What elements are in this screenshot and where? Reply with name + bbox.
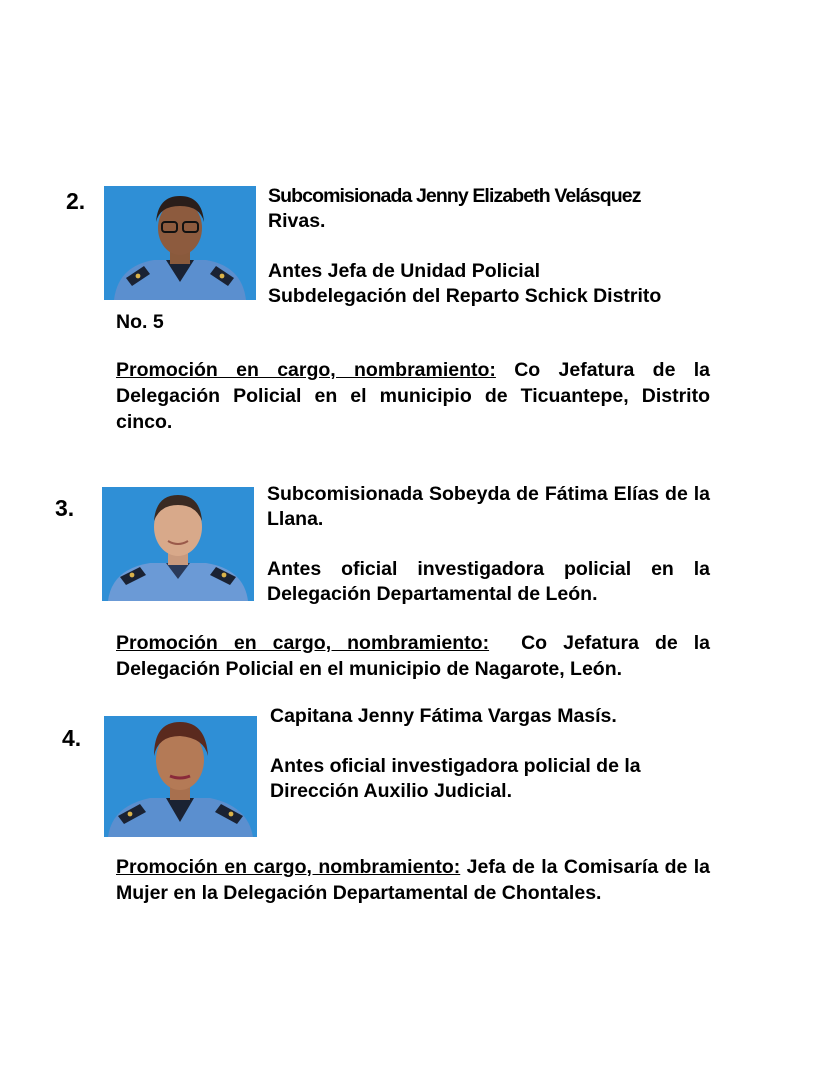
officer-name: Subcomisionada Sobeyda de Fátima Elías de la Llana. [267, 483, 710, 530]
previous-post-line3: No. 5 [116, 311, 164, 333]
officer-photo [102, 487, 254, 601]
entry-number: 4. [62, 725, 82, 751]
officer-name-line2: Rivas. [268, 210, 326, 232]
previous-post-line2: Dirección Auxilio Judicial. [270, 780, 513, 802]
promotion-block [116, 630, 716, 682]
previous-post-line2: Subdelegación del Reparto Schick Distrito [268, 285, 662, 307]
promotion-block [116, 357, 710, 435]
promotion-text: Co Jefatura de la Delegación Policial en el municipio de Nagarote, León. [116, 632, 716, 680]
officer-photo [104, 716, 257, 837]
officer-info [268, 184, 712, 309]
entry-number: 3. [55, 495, 75, 521]
officer-name-line1: Subcomisionada Jenny Elizabeth Velásquez [268, 185, 641, 207]
officer-photo [104, 186, 256, 300]
promotion-label: Promoción en cargo, nombramiento: [116, 359, 496, 381]
promotion-label: Promoción en cargo, nombramiento: [116, 632, 490, 654]
officer-info [267, 482, 710, 607]
promotion-label: Promoción en cargo, nombramiento: [116, 856, 461, 878]
officer-info [270, 704, 710, 804]
entry-number: 2. [66, 188, 86, 214]
previous-post-line1: Antes oficial investigadora policial de la [270, 755, 641, 777]
previous-post-line1: Antes Jefa de Unidad Policial [268, 260, 540, 282]
promotion-text: Co Jefatura de la Delegación Policial en el municipio de Ticuantepe, Distrito cinco. [116, 359, 710, 433]
officer-name: Capitana Jenny Fátima Vargas Masís. [270, 705, 617, 727]
promotion-block [116, 854, 710, 906]
promotion-text: Jefa de la Comisaría de la Mujer en la Delegación Departamental de Chontales. [116, 856, 710, 904]
previous-post: Antes oficial investigadora policial en la Delegación Departamental de León. [267, 558, 710, 605]
